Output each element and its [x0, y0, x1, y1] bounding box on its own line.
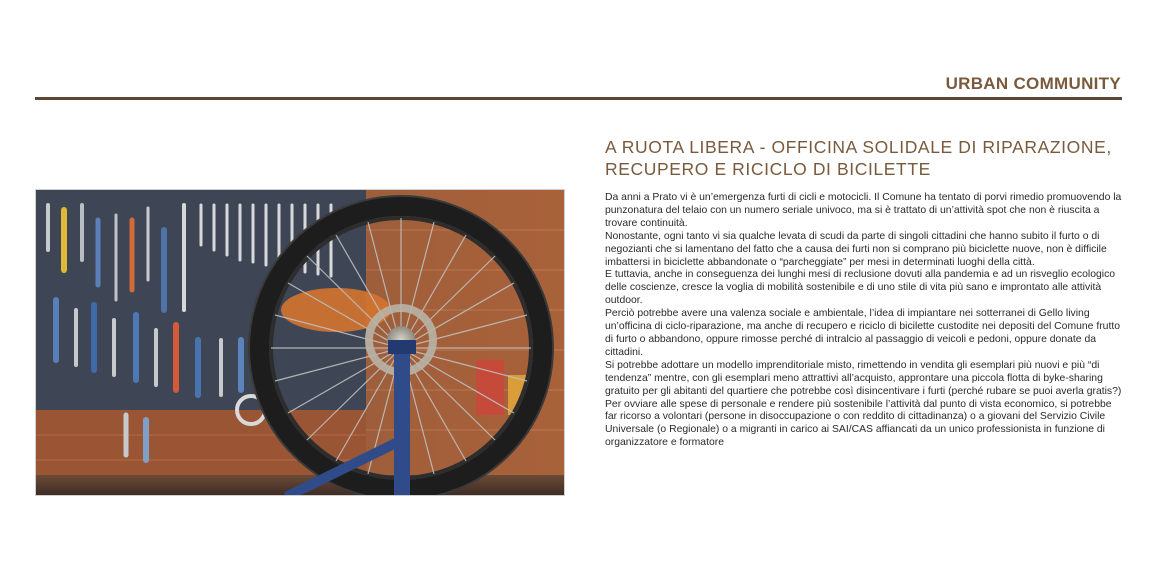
- section-label: URBAN COMMUNITY: [945, 74, 1121, 93]
- article-paragraph: E tuttavia, anche in conseguenza dei lunghi mesi di reclusione dovuti alla pandemia e ad un risveglio ecologico delle coscienze, cresce la voglia di mobilità sostenibile e di uno stile di vita più sano e improntato alle attività outdoor.: [605, 269, 1116, 307]
- article-paragraph: Si potrebbe adottare un modello imprenditoriale misto, rimettendo in vendita gli esemplari più nuovi e più “di tendenza” mentre, con gli esemplari meno attrattivi all’acquisto, approntare una piccola flotta di byke-sharing gratuito per gli abitanti del quartiere che potrebbe così disincentivare i furti (perché rubare se puoi averla gratis?): [605, 359, 1122, 397]
- article-paragraph: Nonostante, ogni tanto vi sia qualche levata di scudi da parte di singoli cittadini che hanno subito il furto o di negozianti che si lamentano del fatto che a causa dei furti non si comprano più biciclette nuove, non è difficile imbattersi in biciclette abbandonate o “parcheggiate” per mesi in determinati luoghi della città.: [605, 230, 1107, 268]
- header-divider: [35, 97, 1122, 100]
- article-body: [605, 192, 1125, 450]
- article-paragraph: Per ovviare alle spese di personale e rendere più sostenibile l’attività dal punto di vista economico, si potrebbe far ricorso a volontari (persone in disoccupazione o con reddito di cittadinanza) o a giovani del Servizio Civile Universale (o Regionale) o a migranti in carico ai SAI/CAS affiancati da un unico professionista in funzione di organizzatore e formatore: [605, 398, 1112, 449]
- article-paragraph: Da anni a Prato vi è un’emergenza furti di cicli e motocicli. Il Comune ha tentato di porvi rimedio promuovendo la punzonatura del telaio con un numero seriale univoco, ma si è trattato di un’attività spot che non è riuscita a trovare continuità.: [605, 192, 1122, 229]
- article-paragraph: Perciò potrebbe avere una valenza sociale e ambientale, l’idea di impiantare nei sotterranei di Gello living un’officina di ciclo-riparazione, ma anche di recupero e riciclo di bicilette custodite nei depositi del Comune frutto di furto o abbandono, oppure rimosse perché di intralcio al passaggio di veicoli e pedoni, oppure donate da cittadini.: [605, 308, 1120, 358]
- article-title: A RUOTA LIBERA - OFFICINA SOLIDALE DI RIPARAZIONE, RECUPERO E RICICLO DI BICILETTE: [605, 137, 1112, 179]
- photo-illustration: [36, 190, 565, 496]
- bicycle-workshop-photo: [35, 189, 565, 496]
